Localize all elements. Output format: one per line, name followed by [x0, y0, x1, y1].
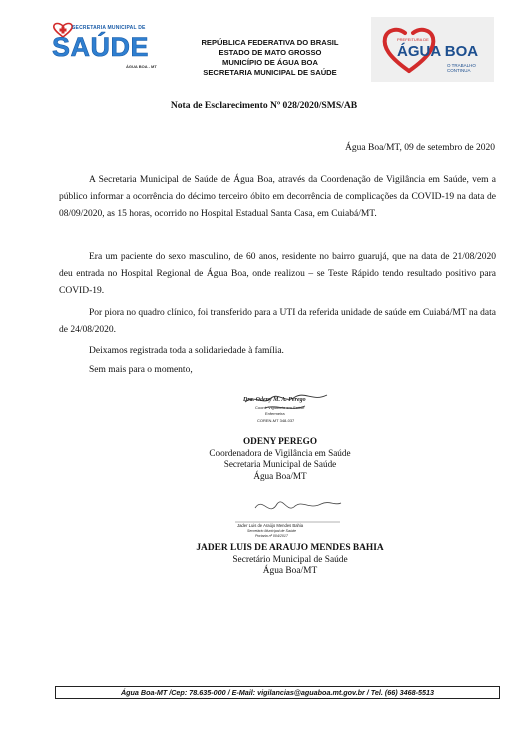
logo-slogan-text: O TRABALHO CONTINUA [447, 63, 476, 73]
header-line-3: MUNICÍPIO DE ÁGUA BOA [222, 58, 318, 67]
signer-city: Água Boa/MT [253, 470, 307, 481]
logo-secretaria-text: SECRETARIA MUNICIPAL DE [72, 25, 146, 31]
header-line-4: SECRETARIA MUNICIPAL DE SAÚDE [203, 68, 337, 77]
stamp-line: Portaria nº 004/2017 [255, 534, 288, 538]
signer-city: Água Boa/MT [262, 566, 318, 576]
saude-logo [48, 22, 160, 74]
paragraph-text: A Secretaria Municipal de Saúde de Água Boa, através da Coordenação de Vigilância em Saúde, vem a público informar a ocorrência do décimo terceiro óbito em decorrência de complicações da COVID-19 na data de 08/09/2020, as 15 horas, ocorrido no Hospital Estadual Santa Casa, em Cuiabá/MT. [59, 175, 496, 219]
agua-boa-logo [371, 17, 494, 82]
signer-role: Secretário Municipal de Saúde [232, 554, 348, 565]
logo-saude-word: SAÚDE [52, 32, 150, 62]
signature-block-2 [170, 543, 410, 578]
signer-name: JADER LUIS DE ARAUJO MENDES BAHIA [196, 543, 384, 553]
signer-name: ODENY PEREGO [243, 436, 317, 446]
signature-stamp-jader [225, 494, 350, 540]
stamp-line: Dra. Odeny M. A. Perego [243, 397, 306, 403]
footer-contact: Água Boa-MT /Cep: 78.635-000 / E-Mail: vigilancias@aguaboa.mt.gov.br / Tel. (66) 3468-5513 [55, 686, 500, 699]
logo-prefeitura-text: PREFEITURA DE [397, 37, 429, 42]
paragraph-text: Por piora no quadro clínico, foi transferido para a UTI da referida unidade de saúde em Cuiabá/MT na data de 24/08/2020. [59, 308, 496, 335]
paragraph-text: Sem mais para o momento, [89, 365, 193, 375]
body-paragraph-5 [59, 362, 496, 379]
stamp-line: Jader Luis de Araújo Mendes Bahia [237, 523, 304, 528]
stamp-line: COREN-MT 348-037 [257, 418, 295, 423]
document-header [160, 38, 380, 78]
logo-place-text: ÁGUA BOA - MT [126, 64, 157, 69]
paragraph-text: Era um paciente do sexo masculino, de 60 anos, residente no bairro guarujá, que na data de 21/08/2020 deu entrada no Hospital Regional de Água Boa, onde realizou – se Teste Rápido tendo resultado positivo para COVID-19. [59, 252, 496, 296]
stamp-line: Coord. Vigilância em Saúde [255, 405, 305, 410]
paragraph-text: Deixamos registrada toda a solidariedade à família. [89, 346, 284, 356]
body-paragraph-3 [59, 305, 496, 339]
header-line-2: ESTADO DE MATO GROSSO [218, 48, 322, 57]
signature-stamp-odeny [235, 388, 340, 428]
stamp-line: Secretário Municipal de Saúde [247, 529, 296, 533]
document-title: Nota de Esclarecimento Nº 028/2020/SMS/AB [170, 100, 358, 111]
body-paragraph-1 [59, 172, 496, 223]
signer-role: Coordenadora de Vigilância em Saúde [209, 447, 351, 458]
document-date: Água Boa/MT, 09 de setembro de 2020 [345, 143, 495, 153]
logo-agua-boa-word: ÁGUA BOA [397, 43, 479, 60]
body-paragraph-2 [59, 249, 496, 300]
stamp-line: Enfermeira [265, 411, 285, 416]
body-paragraph-4 [59, 343, 496, 360]
signer-org: Secretaria Municipal de Saúde [223, 459, 337, 469]
signature-block-1 [200, 436, 360, 482]
header-line-1: REPÚBLICA FEDERATIVA DO BRASIL [201, 38, 339, 47]
